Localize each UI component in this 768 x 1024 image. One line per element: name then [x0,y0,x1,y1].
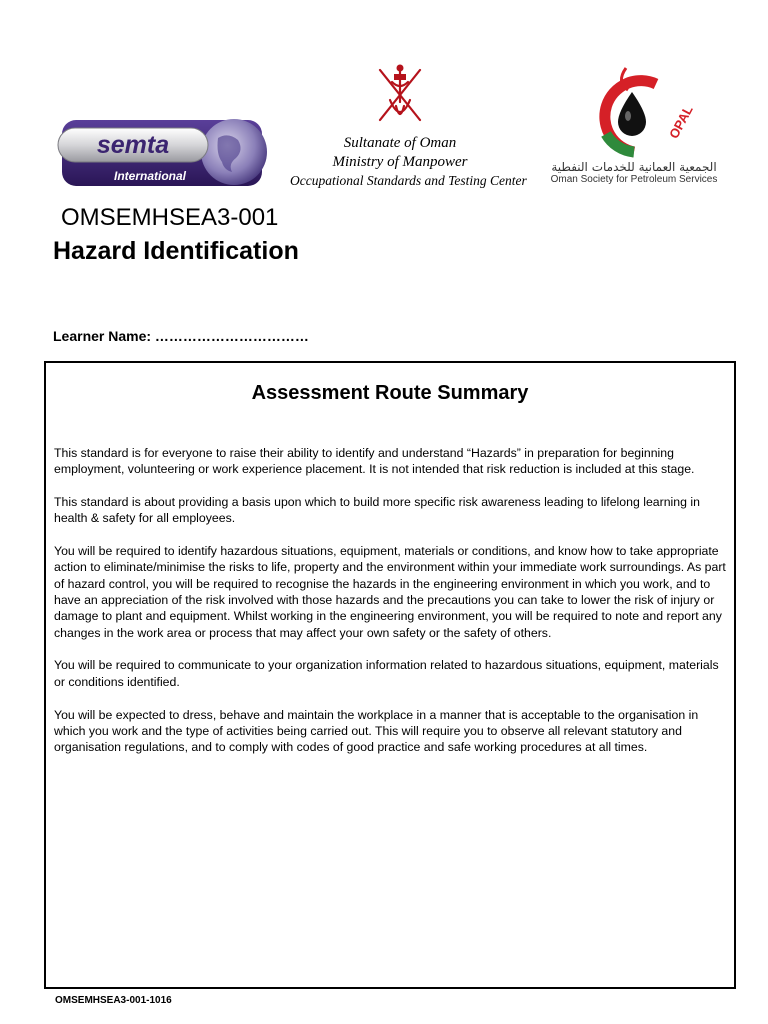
semta-wordmark: semta [96,131,170,159]
ministry-center: Occupational Standards and Testing Center [290,173,527,188]
assessment-summary-box [44,361,736,989]
ministry-header [290,62,527,189]
summary-paragraph: This standard is for everyone to raise their ability to identify and understand “Hazards” in preparation for beginning employment, volunteering or work experience placement. It is not intended that risk reduction is included at this stage. [54,446,695,477]
summary-paragraph: You will be expected to dress, behave and maintain the workplace in a manner that is acceptable to the organisation in which you work and the type of activities being carried out. This will require you to observe all relevant statutory and organisation regulations, and to comply with codes of good practice and safe working procedures at all times. [54,707,699,755]
summary-paragraph: This standard is about providing a basis upon which to build more specific risk awareness leading to lifelong learning in health & safety for all employees. [54,495,700,526]
opal-english-name: Oman Society for Petroleum Services [550,174,718,185]
opal-mark-text: OPAL [666,102,696,142]
ministry-name: Ministry of Manpower [332,154,468,170]
ministry-country: Sultanate of Oman [343,135,457,151]
document-title: Hazard Identification [53,237,299,265]
summary-heading: Assessment Route Summary [251,382,529,404]
semta-subtitle: International [113,169,187,183]
learner-name-field[interactable]: Learner Name: …………………………… [53,328,309,344]
opal-logo-icon [586,64,696,158]
summary-paragraph: You will be required to communicate to your organization information related to hazardous situations, equipment, materials or conditions identified. [54,658,719,689]
semta-international-logo [58,116,276,190]
oman-emblem-icon [368,62,432,132]
summary-body [54,445,726,772]
opal-arabic-name: الجمعية العمانية للخدمات النفطية [551,160,717,174]
footer-document-code: OMSEMHSEA3-001-1016 [55,995,172,1006]
document-code: OMSEMHSEA3-001 [61,204,279,231]
summary-paragraph: You will be required to identify hazardous situations, equipment, materials or conditions, and know how to take appropriate action to eliminate/minimise the risks to life, property and the environment within your immediate work surroundings. As part of hazard control, you will be required to recognise the hazards in the engineering environment in which you work, and to have an appreciation of the risk involved with those hazards and the precautions you can take to lower the risk of injury or damage to plant and equipment. Whilst working in the engineering environment, you will be required to note and report any changes in the work area or process that may affect your own safety or the safety of others. [54,544,726,640]
opal-header [546,64,722,186]
